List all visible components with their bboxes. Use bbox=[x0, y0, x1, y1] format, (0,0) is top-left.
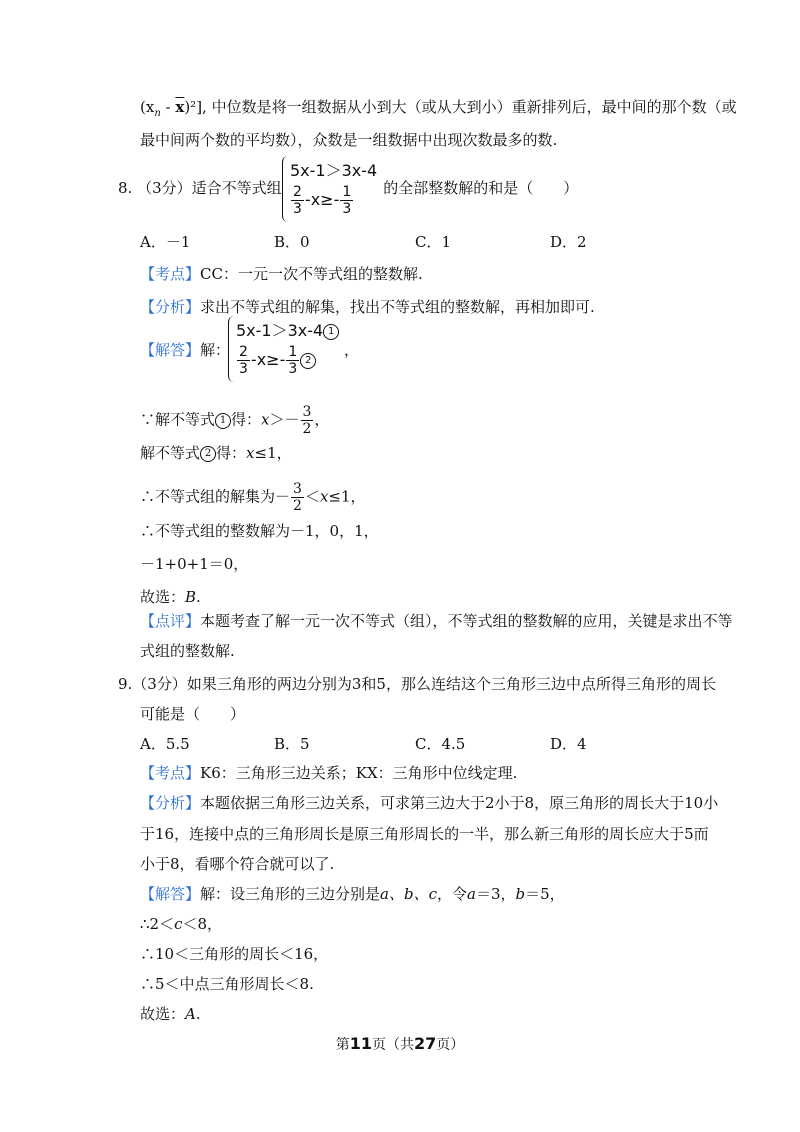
option-a[interactable]: A．5.5 bbox=[140, 735, 190, 753]
tag-kaodian: 【考点】 bbox=[140, 265, 201, 283]
jieda-q9: 【解答】解：设三角形的三边分别是a、b、c，令a＝3，b＝5， bbox=[140, 885, 565, 903]
dianping-q8: 【点评】本题考查了解一元一次不等式（组），不等式组的整数解的应用，关键是求出不等 bbox=[140, 612, 733, 630]
option-d[interactable]: D．2 bbox=[550, 233, 587, 251]
question-number: 8. bbox=[118, 179, 133, 197]
jieda-q8: 【解答】解： bbox=[140, 341, 231, 359]
text-line: 于16，连接中点的三角形周长是原三角形周长的一半，那么新三角形的周长应大于5而 bbox=[140, 825, 709, 843]
kaodian-q9: 【考点】K6：三角形三边关系；KX：三角形中位线定理. bbox=[140, 764, 518, 782]
step-3: ∴不等式组的解集为－ $\frac{3}{2}$ ＜x≤1， bbox=[140, 481, 366, 514]
fenxi-q8: 【分析】求出不等式组的解集，找出不等式组的整数解，再相加即可. bbox=[140, 298, 595, 316]
tag-kaodian: 【考点】 bbox=[140, 764, 201, 782]
step-1: ∵解不等式 1 得：x＞－ $\frac{3}{2}$ ， bbox=[140, 404, 330, 437]
circle-2: 2 bbox=[300, 353, 316, 369]
question-9-stem: 9.（3分）如果三角形的两边分别为3和5，那么连结这个三角形三边中点所得三角形的周长 bbox=[118, 675, 716, 693]
inequality-2: $\frac{2}{3}$ -x≥- $\frac{1}{3}$ 2 bbox=[236, 344, 316, 377]
total-pages: 27 bbox=[414, 1034, 437, 1053]
option-a[interactable]: A．－1 bbox=[140, 233, 191, 251]
tag-fenxi: 【分析】 bbox=[140, 794, 201, 812]
option-d[interactable]: D．4 bbox=[550, 735, 587, 753]
inequality-2: $\frac{2}{3}$ -x≥- $\frac{1}{3}$ bbox=[293, 184, 352, 217]
step-5: －1+0+1＝0， bbox=[140, 555, 249, 573]
step-4: 故选：A. bbox=[140, 1005, 201, 1023]
step-3: ∴5＜中点三角形周长＜8. bbox=[140, 975, 314, 993]
option-b[interactable]: B．5 bbox=[274, 735, 310, 753]
question-9-stem: 可能是（ ） bbox=[140, 705, 246, 723]
text: (x bbox=[140, 98, 155, 116]
circle-1: 1 bbox=[323, 324, 339, 340]
text-line: 小于8，看哪个符合就可以了. bbox=[140, 855, 335, 873]
comma: ， bbox=[344, 341, 360, 359]
inequality-system-q8 bbox=[282, 156, 382, 224]
tag-dianping: 【点评】 bbox=[140, 612, 201, 630]
option-b[interactable]: B．0 bbox=[274, 233, 310, 251]
option-c[interactable]: C．1 bbox=[415, 233, 452, 251]
text-line: 式组的整数解. bbox=[140, 642, 235, 660]
fenxi-q9: 【分析】本题依据三角形三边关系，可求第三边大于2小于8，原三角形的周长大于10小 bbox=[140, 794, 719, 812]
tag-jieda: 【解答】 bbox=[140, 341, 201, 359]
option-c[interactable]: C．4.5 bbox=[415, 735, 466, 753]
question-text: 的全部整数解的和是（ ） bbox=[383, 179, 579, 197]
question-text: （3分）适合不等式组 bbox=[137, 179, 282, 197]
kaodian-q8: 【考点】CC：一元一次不等式组的整数解. bbox=[140, 265, 423, 283]
tag-jieda: 【解答】 bbox=[140, 885, 201, 903]
page-number: 11 bbox=[349, 1034, 372, 1053]
brace bbox=[282, 156, 289, 222]
step-4: ∴不等式组的整数解为－1，0，1， bbox=[140, 522, 379, 540]
text: - bbox=[160, 98, 176, 116]
tag-fenxi: 【分析】 bbox=[140, 298, 201, 316]
text-line bbox=[140, 97, 737, 124]
inequality-system-q8-answer bbox=[228, 316, 348, 384]
inequality-1: 5x-1＞3x-4 bbox=[290, 161, 378, 180]
step-1: ∴2＜c＜8， bbox=[140, 915, 223, 933]
subscript: n bbox=[154, 108, 161, 119]
x-bar: $\overline{x}$ bbox=[175, 98, 185, 116]
step-2: 解不等式 2 得：x≤1， bbox=[140, 444, 292, 462]
inequality-1: 5x-1＞3x-4 1 bbox=[236, 318, 339, 341]
step-2: ∴10＜三角形的周长＜16， bbox=[140, 945, 329, 963]
text-line: 最中间两个数的平均数），众数是一组数据中出现次数最多的数. bbox=[140, 131, 558, 149]
brace bbox=[228, 316, 235, 382]
page-footer: 第11页（共27页） bbox=[335, 1034, 465, 1053]
step-6: 故选：B. bbox=[140, 588, 201, 606]
text: )²], 中位数是将一组数据从小到大（或从大到小）重新排列后，最中间的那个数（或 bbox=[184, 98, 737, 116]
